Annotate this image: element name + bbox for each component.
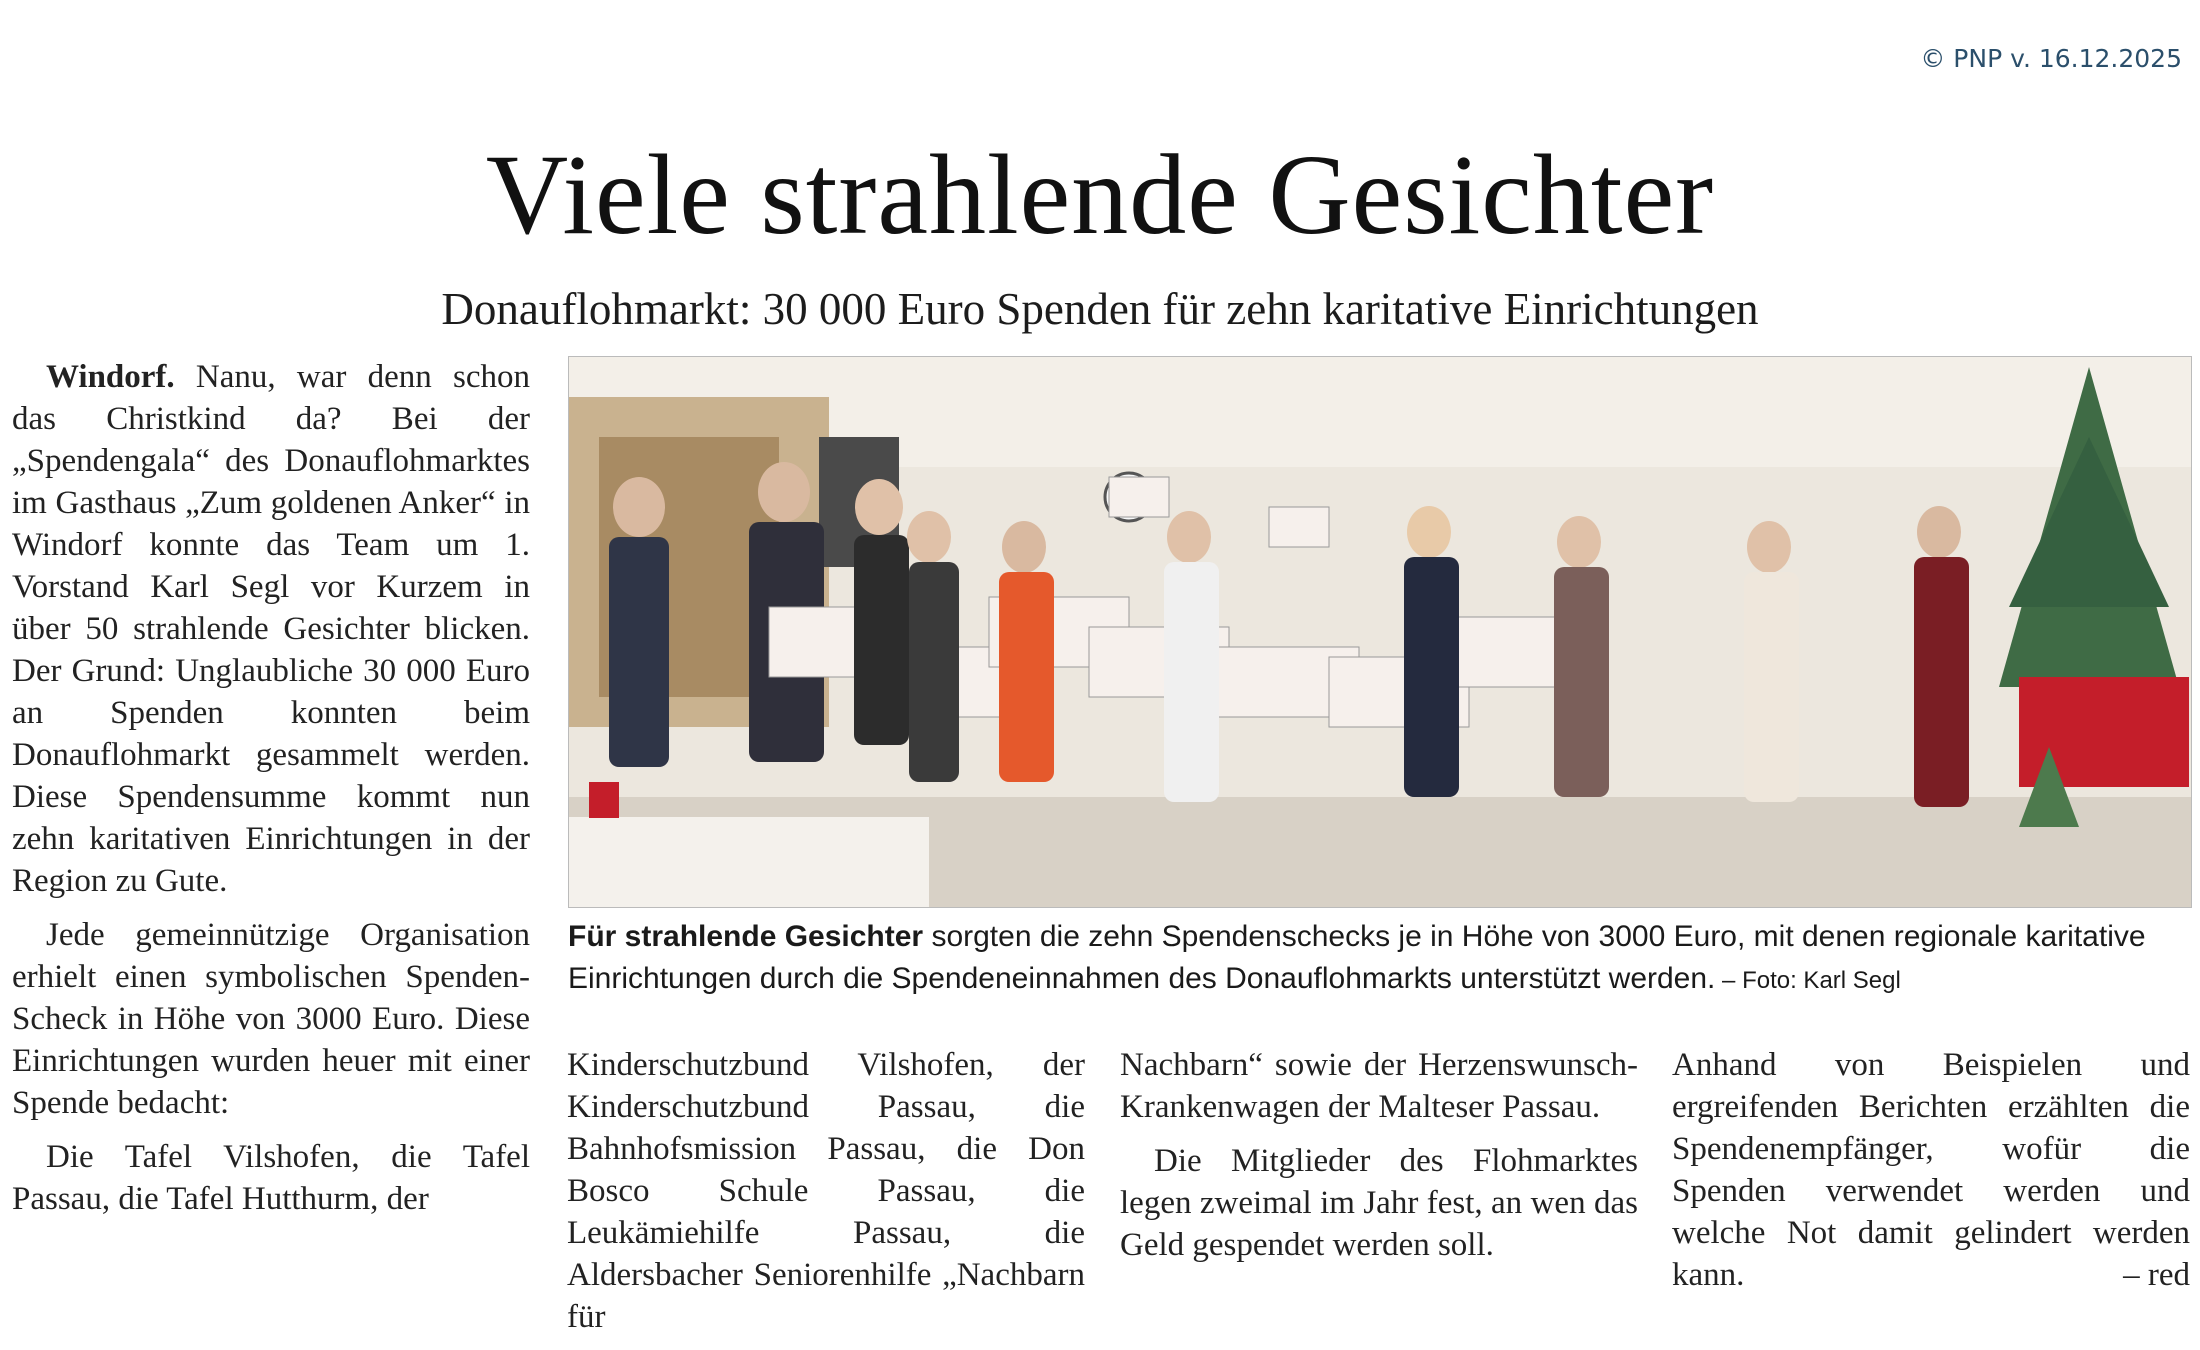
dateline: Windorf.	[46, 359, 175, 395]
photo-caption	[568, 916, 2190, 1002]
column-3-paragraph-1: Nachbarn“ sowie der Herzenswunsch-Krankenwagen der Malteser Passau.	[1120, 1047, 1638, 1125]
article-column-2	[567, 1044, 1085, 1350]
group-photo	[568, 356, 2192, 908]
column-4-text: Anhand von Beispielen und ergreifenden Berichten erzählten die Spendenempfänger, wofür die Spenden verwendet werden und welche Not damit gelindert werden kann.	[1672, 1047, 2190, 1293]
article-paragraph-1	[12, 356, 530, 902]
caption-text: sorgten die zehn Spendenschecks je in Höhe von 3000 Euro, mit denen regionale karitative Einrichtungen durch die Spendeneinnahmen des Donauflohmarkts unterstützt werden.	[568, 920, 2146, 995]
article-column-4	[1672, 1044, 2190, 1308]
article-column-left	[12, 356, 530, 1232]
column-2-text: Kinderschutzbund Vilshofen, der Kinderschutzbund Passau, die Bahnhofsmission Passau, die Don Bosco Schule Passau, die Leukämiehilfe Passau, die Aldersbacher Seniorenhilfe „Nachbarn für	[567, 1047, 1085, 1335]
column-3-paragraph-2: Die Mitglieder des Flohmarktes legen zweimal im Jahr fest, an wen das Geld gespendet werden soll.	[1120, 1143, 1638, 1263]
headline: Viele strahlende Gesichter	[485, 131, 1715, 258]
caption-lead: Für strahlende Gesichter	[568, 920, 924, 953]
author-signature: – red	[2123, 1257, 2190, 1293]
photo-credit: – Foto: Karl Segl	[1715, 967, 1901, 994]
article-paragraph-2: Jede gemeinnützige Organisation erhielt einen symbolischen Spenden-Scheck in Höhe von 3000 Euro. Diese Einrichtungen wurden heuer mit einer Spende bedacht:	[12, 917, 530, 1121]
article-column-3	[1120, 1044, 1638, 1278]
paragraph-1-text: Nanu, war denn schon das Christkind da? Bei der „Spendengala“ des Donauflohmarktes im Gasthaus „Zum goldenen Anker“ in Windorf konnte das Team um 1. Vorstand Karl Segl vor Kurzem in über 50 strahlende Gesichter blicken. Der Grund: Unglaubliche 30 000 Euro an Spenden konnten beim Donauflohmarkt gesammelt werden. Diese Spendensumme kommt nun zehn karitativen Einrichtungen in der Region zu Gute.	[12, 359, 530, 899]
copyright-note: © PNP v. 16.12.2025	[1920, 44, 2182, 73]
group-photo-illustration	[569, 357, 2191, 907]
subheadline: Donauflohmarkt: 30 000 Euro Spenden für zehn karitative Einrichtungen	[441, 284, 1759, 334]
column-4-paragraph	[1672, 1044, 2190, 1296]
article-paragraph-3: Die Tafel Vilshofen, die Tafel Passau, die Tafel Hutthurm, der	[12, 1139, 530, 1217]
